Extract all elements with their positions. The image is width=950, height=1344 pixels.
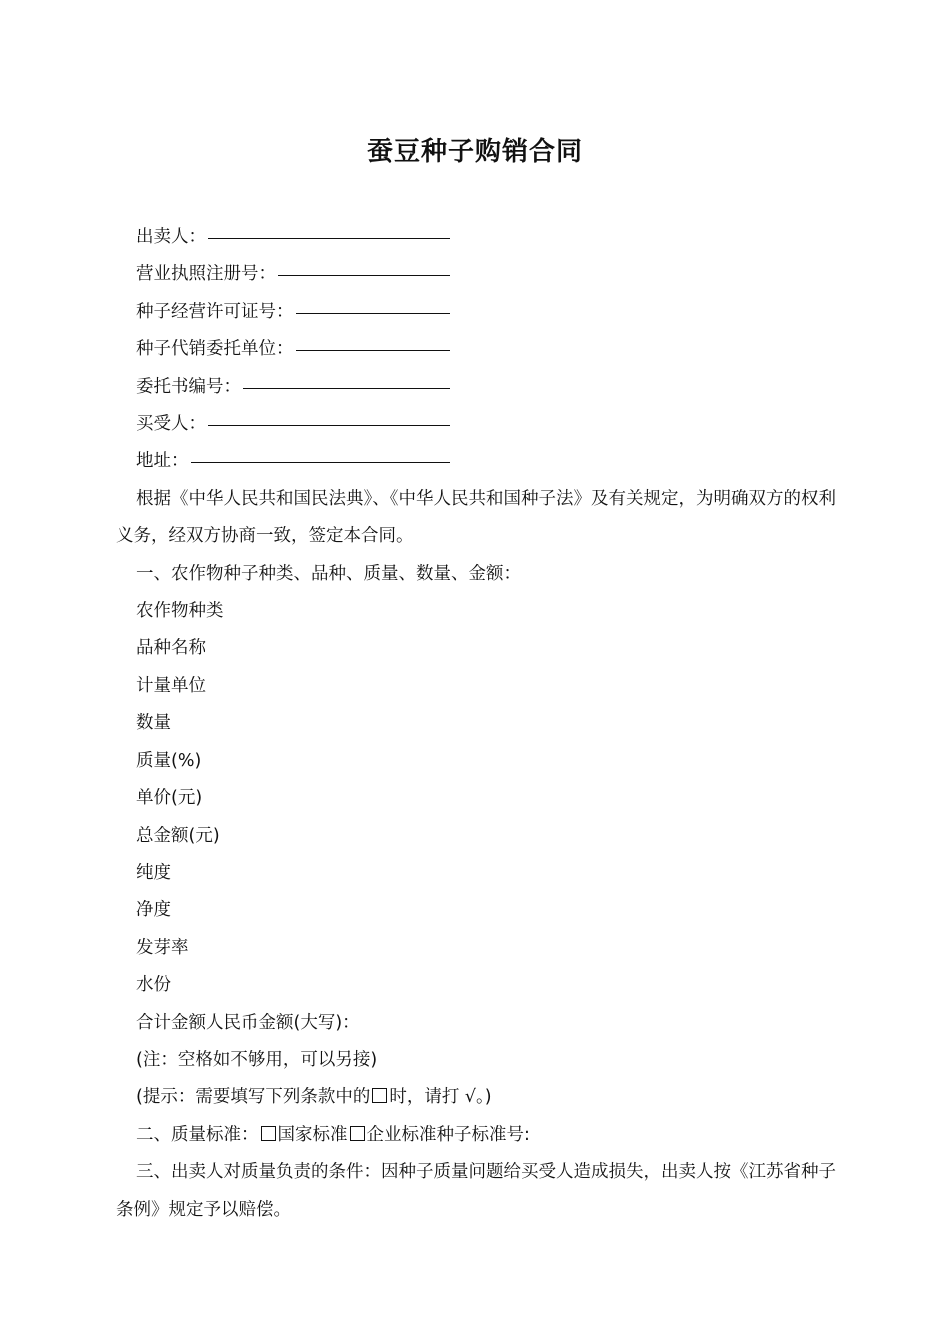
seller-field — [116, 219, 450, 256]
field-label: 出卖人： — [136, 227, 206, 247]
authorization-number-field — [116, 369, 450, 406]
item-moisture: 水份 — [136, 975, 171, 996]
hint-text-before: (提示：需要填写下列条款中的 — [136, 1087, 371, 1108]
section-1-heading: 一、农作物种子种类、品种、质量、数量、金额： — [136, 563, 521, 584]
item-unit-price: 单价(元) — [136, 788, 203, 809]
national-standard-label: 国家标准 — [277, 1124, 348, 1145]
section-2-quality-standard — [116, 1117, 836, 1154]
section-3-paragraph: 三、出卖人对质量负责的条件：因种子质量问题给买受人造成损失，出卖人按《江苏省种子条例》规定予以赔偿。 — [116, 1162, 836, 1220]
field-label: 委托书编号： — [136, 376, 241, 397]
field-label: 种子代销委托单位： — [136, 339, 294, 360]
blank-line[interactable] — [208, 424, 450, 426]
item-quality: 质量(%) — [136, 750, 202, 771]
hint-text-after: 时，请打 √。) — [389, 1087, 492, 1108]
hint-line — [116, 1079, 836, 1116]
seed-permit-field — [116, 294, 450, 331]
note-line: (注：空格如不够用，可以另接) — [136, 1049, 378, 1070]
intro-paragraph: 根据《中华人民共和国民法典》、《中华人民共和国种子法》及有关规定，为明确双方的权利义务，经双方协商一致，签定本合同。 — [116, 488, 836, 547]
blank-line[interactable] — [278, 274, 450, 276]
section-2-prefix: 二、质量标准： — [136, 1124, 259, 1145]
item-total-amount: 总金额(元) — [136, 825, 220, 846]
item-crop-type: 农作物种类 — [136, 601, 224, 622]
item-cleanliness: 净度 — [136, 900, 171, 921]
item-purity: 纯度 — [136, 862, 171, 883]
checkbox-icon — [372, 1088, 387, 1103]
blank-line[interactable] — [208, 237, 450, 239]
field-label: 地址： — [136, 451, 189, 472]
national-standard-checkbox[interactable] — [261, 1126, 276, 1141]
blank-line[interactable] — [243, 387, 450, 389]
address-field — [116, 443, 450, 480]
enterprise-standard-checkbox[interactable] — [350, 1126, 365, 1141]
total-amount-line: 合计金额人民币金额(大写)： — [136, 1012, 360, 1033]
field-label: 营业执照注册号： — [136, 264, 276, 285]
item-unit: 计量单位 — [136, 675, 206, 696]
enterprise-standard-label: 企业标准种子标准号: — [366, 1124, 530, 1145]
contract-body — [116, 219, 836, 1229]
blank-line[interactable] — [296, 312, 451, 314]
document-title: 蚕豆种子购销合同 — [366, 137, 583, 167]
item-variety-name: 品种名称 — [136, 638, 206, 659]
blank-line[interactable] — [296, 349, 451, 351]
blank-line[interactable] — [191, 461, 451, 463]
field-label: 买受人： — [136, 414, 206, 435]
business-license-field — [116, 256, 450, 293]
field-label: 种子经营许可证号： — [136, 301, 294, 322]
item-quantity: 数量 — [136, 713, 171, 734]
item-germination-rate: 发芽率 — [136, 937, 189, 958]
consignment-unit-field — [116, 331, 450, 368]
buyer-field — [116, 406, 450, 443]
